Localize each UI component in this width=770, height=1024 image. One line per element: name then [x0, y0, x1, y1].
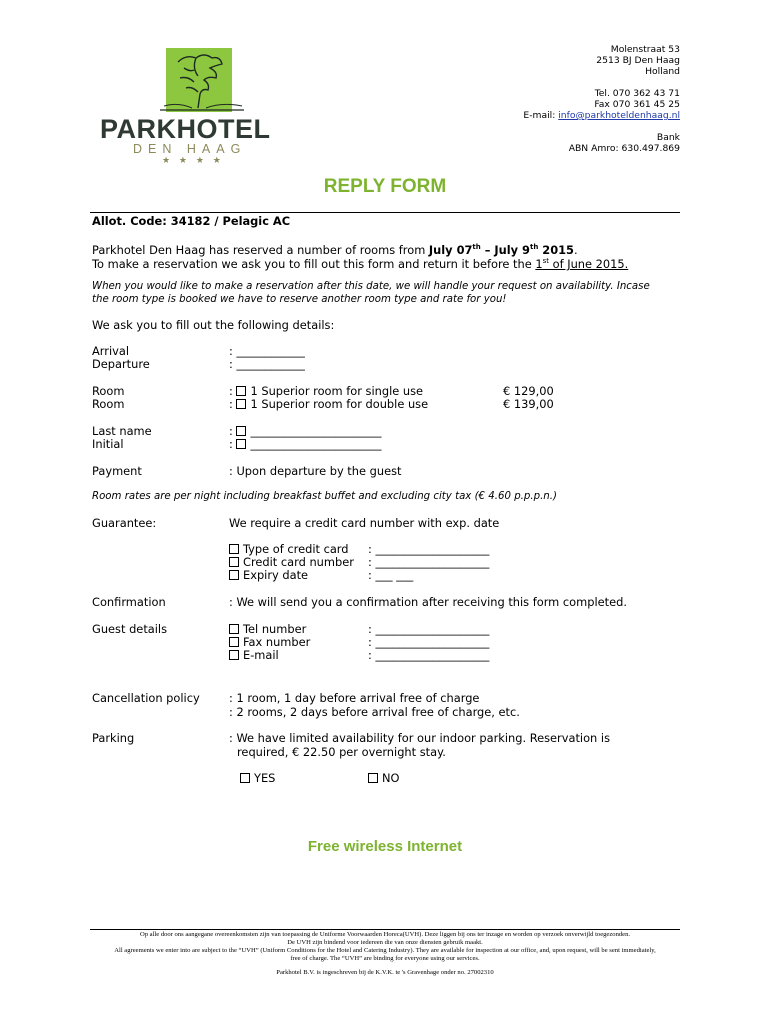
address-email-label: E-mail:: [523, 110, 556, 121]
card-number-field[interactable]: : ____________________: [368, 555, 490, 569]
card-type-label: Type of credit card: [243, 542, 349, 556]
last-name-label: Last name: [92, 424, 152, 438]
parking-no-label: NO: [382, 771, 400, 785]
intro-date-start: July 07th – July 9th 2015: [428, 242, 574, 257]
footer-terms: [90, 931, 680, 977]
double-room-label: 1 Superior room for double use: [250, 397, 429, 411]
confirmation-value: : We will send you a confirmation after receiving this form completed.: [229, 595, 627, 609]
email-link[interactable]: info@parkhoteldenhaag.nl: [558, 110, 680, 121]
parking-no-option[interactable]: [368, 772, 400, 786]
tree-logo-icon: [158, 48, 248, 114]
parking-text-2: required, € 22.50 per overnight stay.: [237, 745, 446, 759]
cancellation-rule-2: : 2 rooms, 2 days before arrival free of charge, etc.: [229, 705, 520, 719]
card-number-checkbox[interactable]: [229, 557, 239, 567]
tel-field[interactable]: : ____________________: [368, 622, 490, 636]
parking-yes-option[interactable]: [240, 772, 275, 786]
double-room-price: € 139,00: [503, 397, 554, 411]
guarantee-value: We require a credit card number with exp. date: [229, 516, 500, 530]
cancellation-label: Cancellation policy: [92, 691, 200, 705]
card-type-checkbox[interactable]: [229, 544, 239, 554]
single-room-label: 1 Superior room for single use: [250, 384, 424, 398]
arrival-label: Arrival: [92, 344, 130, 358]
last-name-checkbox[interactable]: [236, 426, 246, 436]
single-room-checkbox[interactable]: [236, 386, 246, 396]
address-bank: ABN Amro: 630.497.869: [568, 143, 680, 154]
fax-field[interactable]: : ____________________: [368, 635, 490, 649]
parking-yes-checkbox[interactable]: [240, 773, 250, 783]
email-label: E-mail: [243, 648, 279, 662]
email-row[interactable]: [229, 649, 279, 663]
footer-registration: Parkhotel B.V. is ingeschreven bij de K.V.K. te 's Gravenhage onder no. 27002310: [276, 969, 494, 976]
expiry-row[interactable]: [229, 569, 308, 583]
footer-line-2: De UVH zijn bindend voor iedereen die van onze diensten gebruik maakt.: [287, 939, 483, 946]
footer-divider: [90, 929, 680, 930]
card-number-label: Credit card number: [243, 555, 354, 569]
parking-yes-label: YES: [254, 771, 276, 785]
footer-line-1: Op alle door ons aangegane overeenkomsten zijn van toepassing de Uniforme Voorwaarden Horeca(UVH). Deze liggen bij ons ter inzage en worden op verzoek onverwijld toegezonden.: [139, 931, 631, 938]
title-divider: [90, 212, 680, 213]
tel-checkbox[interactable]: [229, 624, 239, 634]
room-label-1: Room: [92, 384, 125, 398]
address-street: Molenstraat 53: [610, 44, 680, 55]
tel-label: Tel number: [243, 622, 307, 636]
intro-line-1: Parkhotel Den Haag has reserved a number of rooms from July 07th – July 9th 2015.: [92, 242, 578, 257]
initial-label: Initial: [92, 437, 124, 451]
availability-note-2: the room type is booked we have to reserve another room type and rate for you!: [92, 294, 507, 305]
expiry-label: Expiry date: [243, 568, 309, 582]
footer-line-3: All agreements we enter into are subject to the “UVH” (Uniform Conditions for the Hotel and Catering Industry). They are available for inspection at our office, and, upon request, will be sent immediately,: [114, 947, 656, 954]
page-title: REPLY FORM: [323, 176, 447, 197]
last-name-field[interactable]: : _______________________: [229, 424, 382, 438]
hotel-logo: [100, 48, 292, 168]
cancellation-rule-1: : 1 room, 1 day before arrival free of charge: [229, 691, 480, 705]
payment-value: : Upon departure by the guest: [229, 464, 402, 478]
departure-label: Departure: [92, 357, 150, 371]
initial-checkbox[interactable]: [236, 439, 246, 449]
double-room-checkbox[interactable]: [236, 399, 246, 409]
address-postal: 2513 BJ Den Haag: [596, 55, 680, 66]
initial-field[interactable]: : _______________________: [229, 437, 382, 451]
email-checkbox[interactable]: [229, 650, 239, 660]
intro-text-2: To make a reservation we ask you to fill out this form and return it before the: [92, 256, 536, 271]
arrival-field[interactable]: : ____________: [229, 344, 305, 358]
room-label-2: Room: [92, 397, 125, 411]
parking-label: Parking: [92, 731, 135, 745]
room-option-single[interactable]: : 1 Superior room for single use: [229, 384, 424, 398]
logo-stars: ★ ★ ★ ★: [162, 156, 224, 166]
address-country: Holland: [645, 66, 680, 77]
footer-line-4: free of charge. The “UVH” are binding for everyone using our services.: [290, 955, 480, 962]
guest-details-label: Guest details: [92, 622, 168, 636]
room-option-double[interactable]: : 1 Superior room for double use: [229, 397, 429, 411]
single-room-price: € 129,00: [503, 384, 554, 398]
departure-field[interactable]: : ____________: [229, 357, 305, 371]
parking-text-1: : We have limited availability for our indoor parking. Reservation is: [229, 731, 611, 745]
rates-note: Room rates are per night including breakfast buffet and excluding city tax (€ 4.60 p.p.p.n.): [92, 491, 557, 502]
address-tel: Tel. 070 362 43 71: [594, 88, 680, 99]
logo-brand: PARKHOTEL: [100, 114, 271, 144]
email-field[interactable]: : ____________________: [368, 648, 490, 662]
allot-code: Allot. Code: 34182 / Pelagic AC: [92, 214, 291, 228]
confirmation-label: Confirmation: [92, 595, 166, 609]
wifi-banner: Free wireless Internet: [307, 838, 463, 855]
logo-city: DEN HAAG: [133, 142, 247, 156]
payment-label: Payment: [92, 464, 142, 478]
availability-note-1: When you would like to make a reservation after this date, we will handle your request on availability. Incase: [92, 281, 650, 292]
address-fax: Fax 070 361 45 25: [594, 99, 680, 110]
fax-checkbox[interactable]: [229, 637, 239, 647]
deadline-date: 1st of June 2015.: [535, 256, 629, 271]
parking-no-checkbox[interactable]: [368, 773, 378, 783]
card-type-field[interactable]: : ____________________: [368, 542, 490, 556]
ask-details: We ask you to fill out the following details:: [92, 318, 335, 332]
fax-label: Fax number: [243, 635, 311, 649]
guarantee-label: Guarantee:: [92, 516, 157, 530]
intro-line-2: [92, 255, 628, 271]
hotel-address: [523, 44, 680, 154]
expiry-field[interactable]: : ___ ___: [368, 568, 414, 582]
intro-text: Parkhotel Den Haag has reserved a number of rooms from: [92, 242, 429, 257]
address-bank-label: Bank: [656, 132, 680, 143]
expiry-checkbox[interactable]: [229, 570, 239, 580]
address-email-row: [523, 110, 680, 121]
